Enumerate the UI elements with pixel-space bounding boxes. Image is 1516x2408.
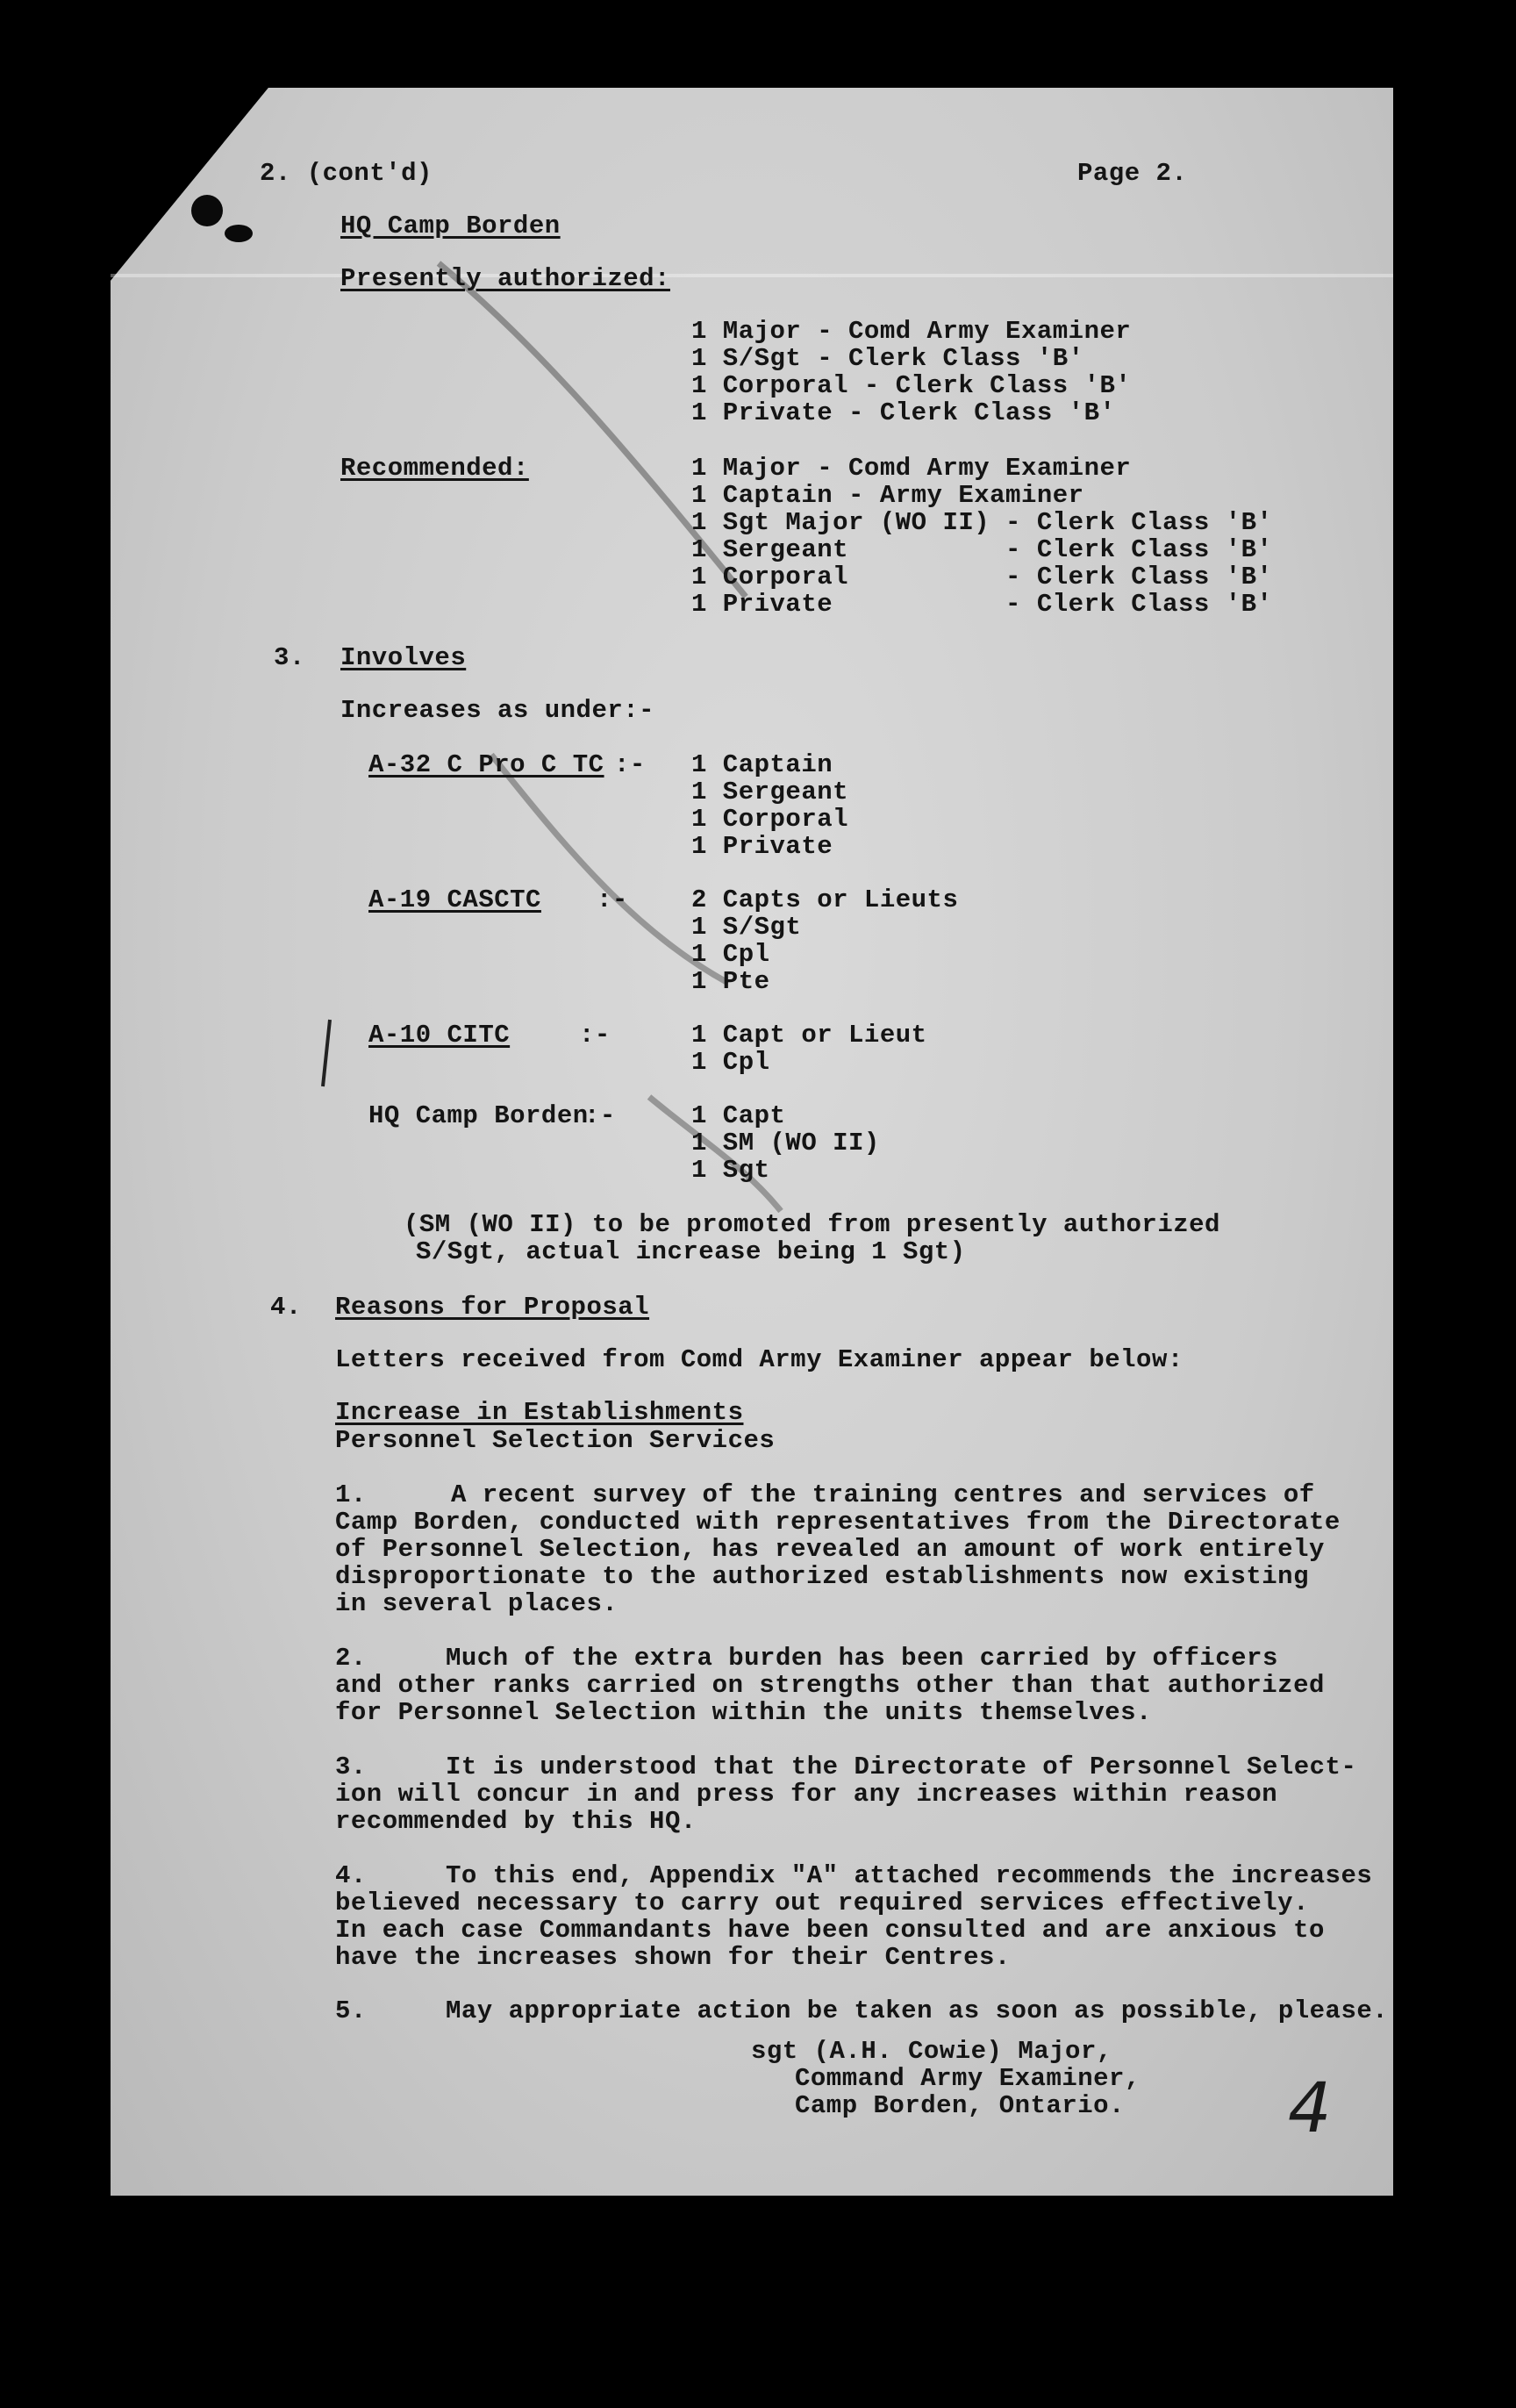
involves-title: Involves [340,643,467,672]
paragraph-line: It is understood that the Directorate of Personnel Select- [446,1752,1357,1781]
section-number: 3. [274,643,305,672]
presently-authorized-label: Presently authorized: [340,264,670,293]
unit-item: 1 S/Sgt [691,913,802,942]
letter-subject: Increase in Establishments [335,1398,744,1427]
unit-name: A-19 CASCTC [368,885,541,914]
paragraph-number: 3. [335,1752,367,1781]
paragraph-line: To this end, Appendix "A" attached recommends the increases [446,1861,1373,1890]
section-number: 4. [270,1293,302,1322]
paragraph-line: A recent survey of the training centres and services of [451,1480,1315,1509]
unit-name: HQ Camp Borden [368,1101,589,1130]
presently-line: 1 Private - Clerk Class 'B' [691,398,1116,427]
paragraph-line: in several places. [335,1589,619,1618]
involves-note-line: (SM (WO II) to be promoted from presently authorized [404,1210,1220,1239]
paragraph-line: In each case Commandants have been consulted and are anxious to [335,1916,1325,1945]
paragraph-line: disproportionate to the authorized establishments now existing [335,1562,1309,1591]
reasons-intro: Letters received from Comd Army Examiner appear below: [335,1345,1183,1374]
paragraph-line: May appropriate action be taken as soon as possible, please. [446,1996,1389,2025]
unit-item: 1 Sgt [691,1156,770,1185]
unit-separator: :- [584,1101,616,1130]
paragraph-line: recommended by this HQ. [335,1807,697,1836]
presently-line: 1 S/Sgt - Clerk Class 'B' [691,344,1084,373]
unit-name: A-32 C Pro C TC [368,750,604,779]
unit-item: 1 Capt [691,1101,786,1130]
recommended-line: 1 Major - Comd Army Examiner [691,454,1132,483]
presently-line: 1 Corporal - Clerk Class 'B' [691,371,1132,400]
signature-line: Camp Borden, Ontario. [795,2091,1125,2120]
paragraph-line: Camp Borden, conducted with representatives from the Directorate [335,1508,1341,1537]
unit-name: A-10 CITC [368,1021,511,1050]
unit-item: 1 Corporal [691,805,849,834]
recommended-line: 1 Sergeant - Clerk Class 'B' [691,535,1273,564]
paragraph-number: 5. [335,1996,367,2025]
involves-note-line: S/Sgt, actual increase being 1 Sgt) [416,1237,966,1266]
involves-intro: Increases as under:- [340,696,655,725]
paragraph-line: have the increases shown for their Centres. [335,1943,1011,1972]
unit-item: 1 Captain [691,750,833,779]
recommended-line: 1 Sgt Major (WO II) - Clerk Class 'B' [691,508,1273,537]
signature-line: sgt (A.H. Cowie) Major, [751,2037,1112,2066]
recommended-line: 1 Private - Clerk Class 'B' [691,590,1273,619]
paragraph-line: Much of the extra burden has been carried by officers [446,1644,1278,1673]
paragraph-number: 2. [335,1644,367,1673]
signature-line: Command Army Examiner, [795,2064,1141,2093]
section-continued: 2. (cont'd) [260,159,433,188]
paragraph-line: for Personnel Selection within the units themselves. [335,1698,1152,1727]
recommended-label: Recommended: [340,454,529,483]
unit-item: 1 Cpl [691,940,770,969]
letter-subject: Personnel Selection Services [335,1426,776,1455]
unit-separator: :- [579,1021,611,1050]
unit-item: 1 SM (WO II) [691,1129,880,1157]
paragraph-line: ion will concur in and press for any increases within reason [335,1780,1278,1809]
paragraph-line: of Personnel Selection, has revealed an amount of work entirely [335,1535,1325,1564]
handwritten-page-mark: 4 [1288,2069,1332,2148]
unit-separator: :- [597,885,628,914]
unit-item: 1 Capt or Lieut [691,1021,927,1050]
paragraph-number: 4. [335,1861,367,1890]
recommended-line: 1 Captain - Army Examiner [691,481,1084,510]
unit-separator: :- [614,750,646,779]
unit-item: 1 Cpl [691,1048,770,1077]
paragraph-line: believed necessary to carry out required services effectively. [335,1888,1309,1917]
unit-item: 1 Sergeant [691,778,849,806]
pencil-stroke [323,1020,330,1086]
reasons-title: Reasons for Proposal [335,1293,650,1322]
recommended-line: 1 Corporal - Clerk Class 'B' [691,563,1273,591]
unit-item: 1 Pte [691,967,770,996]
page-number: Page 2. [1077,159,1188,188]
hq-heading: HQ Camp Borden [340,211,561,240]
unit-item: 2 Capts or Lieuts [691,885,959,914]
paragraph-line: and other ranks carried on strengths other than that authorized [335,1671,1325,1700]
presently-line: 1 Major - Comd Army Examiner [691,317,1132,346]
paragraph-number: 1. [335,1480,367,1509]
unit-item: 1 Private [691,832,833,861]
